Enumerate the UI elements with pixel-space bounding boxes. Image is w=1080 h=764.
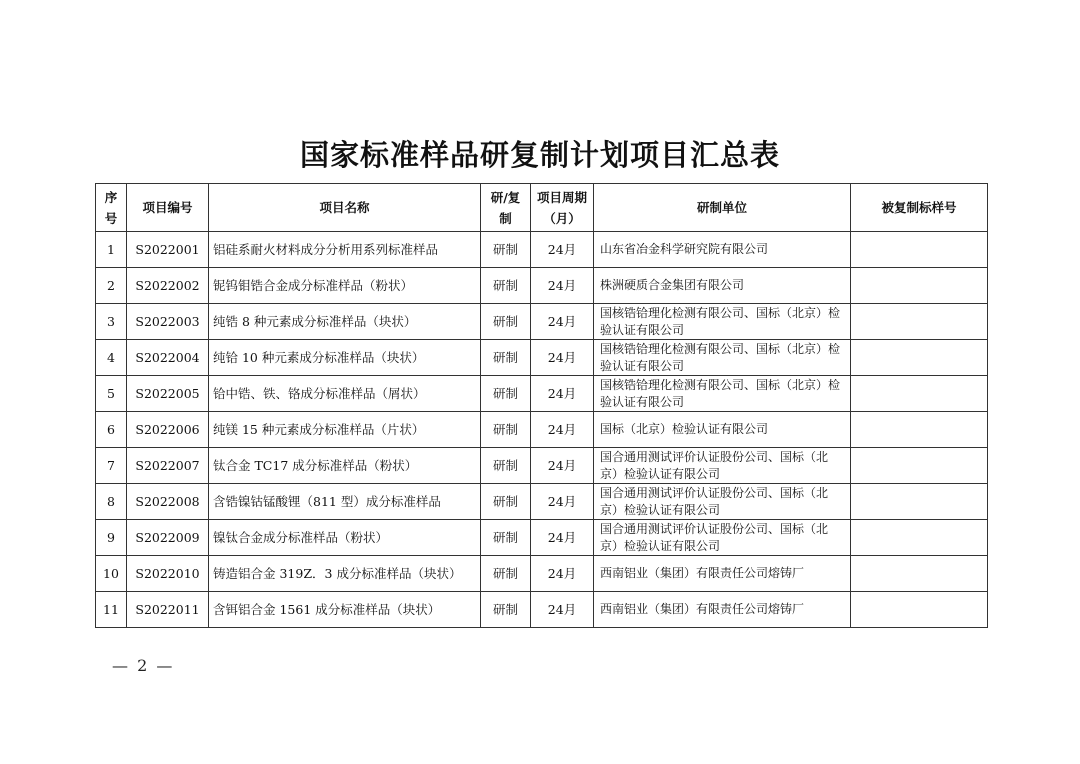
cell-copied	[851, 376, 988, 412]
cell-code: S2022003	[127, 304, 209, 340]
table-row	[96, 268, 988, 304]
cell-type: 研制	[481, 376, 531, 412]
cell-copied	[851, 592, 988, 628]
cell-name: 含铒铝合金 1561 成分标准样品（块状）	[209, 592, 481, 628]
cell-copied	[851, 268, 988, 304]
table-row	[96, 592, 988, 628]
cell-unit: 国核锆铪理化检测有限公司、国标（北京）检验认证有限公司	[594, 304, 851, 340]
cell-unit: 国核锆铪理化检测有限公司、国标（北京）检验认证有限公司	[594, 340, 851, 376]
cell-name: 铸造铝合金 319Z．3 成分标准样品（块状）	[209, 556, 481, 592]
header-copied: 被复制标样号	[851, 184, 988, 232]
cell-period: 24月	[531, 484, 594, 520]
cell-copied	[851, 520, 988, 556]
cell-seq: 7	[96, 448, 127, 484]
cell-unit: 国合通用测试评价认证股份公司、国标（北京）检验认证有限公司	[594, 484, 851, 520]
cell-seq: 10	[96, 556, 127, 592]
cell-code: S2022011	[127, 592, 209, 628]
cell-name: 钛合金 TC17 成分标准样品（粉状）	[209, 448, 481, 484]
cell-type: 研制	[481, 448, 531, 484]
document-title: 国家标准样品研复制计划项目汇总表	[299, 138, 780, 172]
header-seq-label: 序号	[104, 189, 118, 226]
cell-copied	[851, 484, 988, 520]
table-row	[96, 376, 988, 412]
header-name: 项目名称	[209, 184, 481, 232]
cell-type: 研制	[481, 592, 531, 628]
cell-code: S2022004	[127, 340, 209, 376]
cell-copied	[851, 448, 988, 484]
cell-copied	[851, 304, 988, 340]
cell-code: S2022007	[127, 448, 209, 484]
cell-copied	[851, 556, 988, 592]
cell-seq: 11	[96, 592, 127, 628]
cell-code: S2022001	[127, 232, 209, 268]
cell-unit: 西南铝业（集团）有限责任公司熔铸厂	[594, 592, 851, 628]
cell-type: 研制	[481, 556, 531, 592]
cell-seq: 5	[96, 376, 127, 412]
cell-unit: 国合通用测试评价认证股份公司、国标（北京）检验认证有限公司	[594, 520, 851, 556]
header-code: 项目编号	[127, 184, 209, 232]
cell-name: 铝硅系耐火材料成分分析用系列标准样品	[209, 232, 481, 268]
cell-name: 纯锆 8 种元素成分标准样品（块状）	[209, 304, 481, 340]
cell-name: 铌钨钼锆合金成分标准样品（粉状）	[209, 268, 481, 304]
cell-seq: 3	[96, 304, 127, 340]
cell-seq: 1	[96, 232, 127, 268]
cell-code: S2022009	[127, 520, 209, 556]
header-seq	[96, 184, 127, 232]
cell-period: 24月	[531, 412, 594, 448]
table-row	[96, 484, 988, 520]
cell-period: 24月	[531, 592, 594, 628]
cell-unit: 株洲硬质合金集团有限公司	[594, 268, 851, 304]
cell-unit: 国标（北京）检验认证有限公司	[594, 412, 851, 448]
cell-name: 铪中锆、铁、铬成分标准样品（屑状）	[209, 376, 481, 412]
cell-period: 24月	[531, 448, 594, 484]
cell-name: 纯镁 15 种元素成分标准样品（片状）	[209, 412, 481, 448]
cell-period: 24月	[531, 304, 594, 340]
table-row	[96, 448, 988, 484]
cell-type: 研制	[481, 340, 531, 376]
cell-unit: 国合通用测试评价认证股份公司、国标（北京）检验认证有限公司	[594, 448, 851, 484]
cell-seq: 8	[96, 484, 127, 520]
cell-copied	[851, 412, 988, 448]
cell-period: 24月	[531, 340, 594, 376]
page-number: — 2 —	[112, 656, 175, 675]
table-row	[96, 556, 988, 592]
cell-name: 镍钛合金成分标准样品（粉状）	[209, 520, 481, 556]
cell-unit: 国核锆铪理化检测有限公司、国标（北京）检验认证有限公司	[594, 376, 851, 412]
cell-type: 研制	[481, 232, 531, 268]
cell-unit: 山东省冶金科学研究院有限公司	[594, 232, 851, 268]
table-row	[96, 232, 988, 268]
project-summary-table	[95, 183, 988, 628]
cell-code: S2022008	[127, 484, 209, 520]
table-header-row	[96, 184, 988, 232]
cell-copied	[851, 340, 988, 376]
cell-period: 24月	[531, 520, 594, 556]
cell-type: 研制	[481, 412, 531, 448]
cell-type: 研制	[481, 304, 531, 340]
cell-period: 24月	[531, 232, 594, 268]
cell-name: 含锆镍钴锰酸锂（811 型）成分标准样品	[209, 484, 481, 520]
cell-period: 24月	[531, 556, 594, 592]
cell-code: S2022006	[127, 412, 209, 448]
cell-copied	[851, 232, 988, 268]
cell-code: S2022002	[127, 268, 209, 304]
table-row	[96, 304, 988, 340]
cell-seq: 9	[96, 520, 127, 556]
table-row	[96, 412, 988, 448]
cell-code: S2022010	[127, 556, 209, 592]
cell-seq: 2	[96, 268, 127, 304]
table-row	[96, 340, 988, 376]
cell-name: 纯铪 10 种元素成分标准样品（块状）	[209, 340, 481, 376]
table-row	[96, 520, 988, 556]
header-type: 研/复制	[481, 184, 531, 232]
cell-period: 24月	[531, 268, 594, 304]
cell-type: 研制	[481, 520, 531, 556]
cell-seq: 4	[96, 340, 127, 376]
cell-type: 研制	[481, 484, 531, 520]
cell-code: S2022005	[127, 376, 209, 412]
cell-type: 研制	[481, 268, 531, 304]
cell-seq: 6	[96, 412, 127, 448]
cell-period: 24月	[531, 376, 594, 412]
header-period: 项目周期（月）	[531, 184, 594, 232]
cell-unit: 西南铝业（集团）有限责任公司熔铸厂	[594, 556, 851, 592]
header-unit: 研制单位	[594, 184, 851, 232]
